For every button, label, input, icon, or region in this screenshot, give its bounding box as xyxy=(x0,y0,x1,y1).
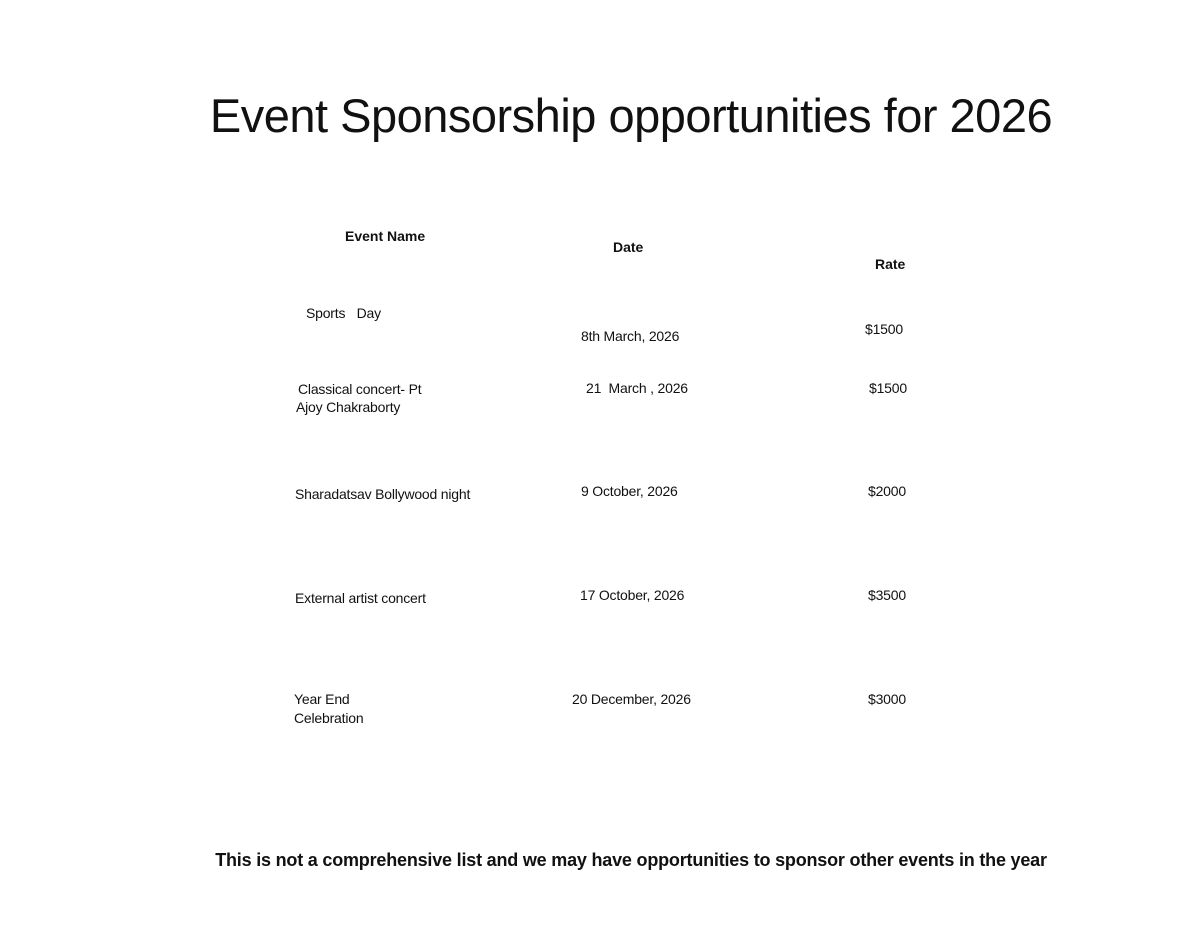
row-3-rate: $2000 xyxy=(868,483,906,499)
row-2-date: 21 March , 2026 xyxy=(586,380,688,396)
row-4-rate: $3500 xyxy=(868,587,906,603)
row-5-event-name: Year End Celebration xyxy=(294,691,364,726)
row-5-date: 20 December, 2026 xyxy=(572,691,691,707)
row-2-event-name: Classical concert- Pt Ajoy Chakraborty xyxy=(296,381,422,415)
row-2-rate: $1500 xyxy=(869,380,907,396)
page-title: Event Sponsorship opportunities for 2026 xyxy=(209,89,1053,142)
row-3-date: 9 October, 2026 xyxy=(581,483,678,499)
row-1-rate: $1500 xyxy=(865,321,903,337)
row-4-date: 17 October, 2026 xyxy=(580,587,685,603)
row-1-date: 8th March, 2026 xyxy=(581,328,680,344)
row-1-event-name: Sports Day xyxy=(306,305,381,321)
row-4-event-name: External artist concert xyxy=(295,590,426,606)
row-5-rate: $3000 xyxy=(868,691,906,707)
header-rate: Rate xyxy=(875,256,906,272)
row-3-event-name: Sharadatsav Bollywood night xyxy=(295,486,471,502)
footer-note: This is not a comprehensive list and we may have opportunities to sponsor other events in the year xyxy=(215,850,1047,870)
header-event-name: Event Name xyxy=(345,228,426,244)
header-date: Date xyxy=(613,239,644,255)
